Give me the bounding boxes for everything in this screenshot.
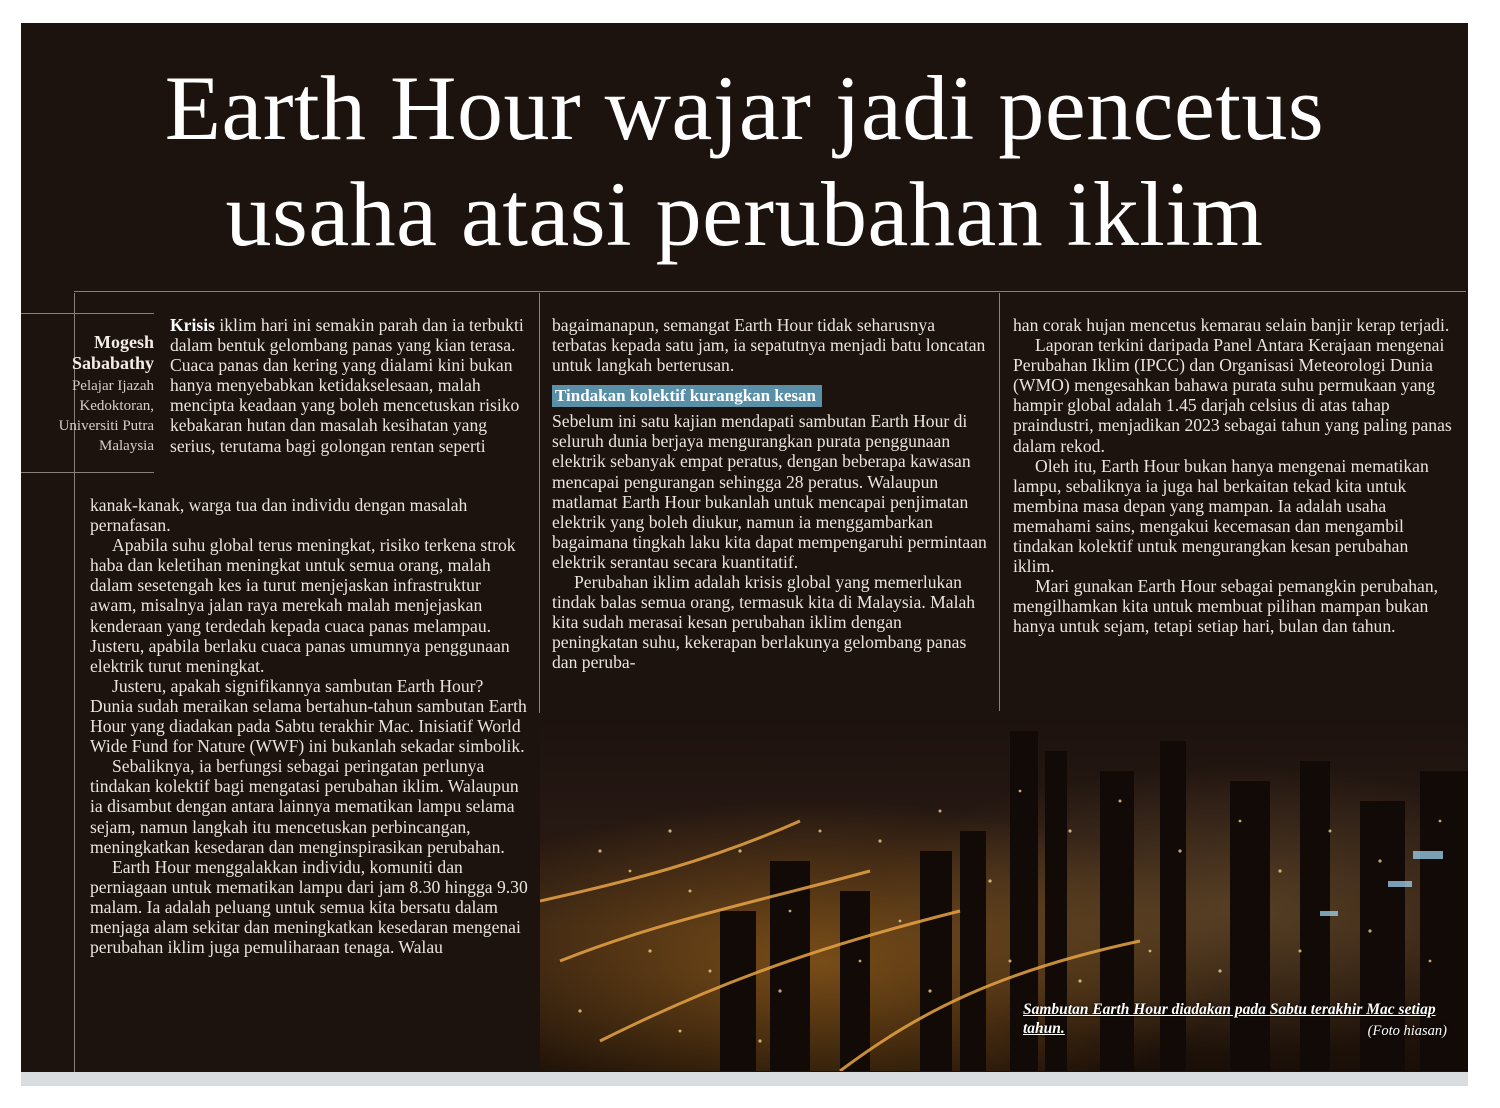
paragraph-2: Apabila suhu global terus meningkat, risiko terkena strok haba dan keletihan meningkat untuk semua orang, malah dalam sesetengah kes ia turut menjejaskan infrastruktur awam, misalnya jalan raya merekah malah menjejaskan kenderaan yang terdedah kepada cuaca panas melampau. Justeru, apabila berlaku cuaca panas umumnya penggunaan elektrik turut meningkat. (90, 535, 516, 676)
paragraph-12: Mari gunakan Earth Hour sebagai pemangkin perubahan, mengilhamkan kita untuk membuat pilihan mampan bukan hanya untuk sejam, tetapi setiap hari, bulan dan tahun. (1013, 576, 1439, 637)
photo-caption: Sambutan Earth Hour diadakan pada Sabtu terakhir Mac setiap tahun. (1023, 1001, 1436, 1037)
paragraph-1-text: iklim hari ini semakin parah dan ia terbukti dalam bentuk gelombang panas yang kian terasa. Cuaca panas dan kering yang dialami kini bukan hanya menyebabkan ketidakselesaan, malah mencipta keadaan yang boleh mencetuskan risiko kebakaran hutan dan masalah kesihatan yang serius, terutama bagi golongan rentan seperti (170, 315, 524, 456)
subheading: Tindakan kolektif kurangkan kesan (552, 385, 822, 407)
paragraph-10: Laporan terkini daripada Panel Antara Kerajaan mengenai Perubahan Iklim (IPCC) dan Organisasi Meteorologi Dunia (WMO) mengesahkan bahawa purata suhu permukaan yang hampir global adalah 1.45 darjah celsius di atas tahap praindustri, menjadikan 2023 sebagai tahun yang paling panas dalam rekod. (1013, 335, 1452, 456)
paragraph-9: han corak hujan mencetus kemarau selain banjir kerap terjadi. (1013, 315, 1450, 335)
column-1-top (170, 315, 530, 456)
headline-line-1: Earth Hour wajar jadi pencetus (164, 57, 1325, 159)
paragraph-1-tail: kanak-kanak, warga tua dan individu dengan masalah pernafasan. (90, 495, 468, 536)
author-role-line-2: Kedoktoran, (79, 398, 154, 414)
column-2 (552, 315, 992, 673)
newspaper-page (21, 23, 1468, 1085)
column-1-bottom (90, 495, 530, 957)
paragraph-4: Sebaliknya, ia berfungsi sebagai peringatan perlunya tindakan kolektif bagi mengatasi perubahan iklim. Walaupun ia disambut dengan antara lainnya mematikan lampu selama sejam, namun langkah itu mencetuskan perbincangan, meningkatkan kesedaran dan menginspirasikan perubahan. (90, 756, 519, 857)
photo-credit: (Foto hiasan) (1367, 1023, 1447, 1039)
column-3 (1013, 315, 1453, 637)
author-name-line-2: Sababathy (71, 353, 154, 373)
author-byline (21, 313, 154, 473)
paragraph-11: Oleh itu, Earth Hour bukan hanya mengenai mematikan lampu, sebaliknya ia juga hal berkaitan tekad kita untuk membina masa depan yang mampan. Ia adalah usaha memahami sains, mengakui kecemasan dan mengambil tindakan kolektif untuk mengurangkan kesan perubahan iklim. (1013, 455, 1429, 577)
headline-line-2: usaha atasi perubahan iklim (225, 163, 1264, 265)
author-role-line-1: Pelajar Ijazah (71, 378, 154, 394)
author-name-line-1: Mogesh (94, 332, 154, 352)
paragraph-6: bagaimanapun, semangat Earth Hour tidak seharusnya terbatas kepada satu jam, ia sepatutnya menjadi batu loncatan untuk langkah berterusan. (552, 315, 986, 376)
top-rule (74, 291, 1466, 292)
paragraph-7: Sebelum ini satu kajian mendapati sambutan Earth Hour di seluruh dunia berjaya mengurangkan purata penggunaan elektrik sebanyak empat peratus, dengan beberapa kawasan mencapai pengurangan sehingga 28 peratus. Walaupun matlamat Earth Hour bukanlah untuk mencapai penjimatan elektrik yang boleh diukur, namun ia menggambarkan bagaimana tingkah laku kita dapat mempengaruhi permintaan elektrik serantau secara kuantitatif. (552, 411, 987, 572)
author-name (21, 332, 154, 374)
paragraph-1-head (170, 315, 530, 456)
paragraph-5: Earth Hour menggalakkan individu, komuniti dan perniagaan untuk mematikan lampu dari jam 8.30 hingga 9.30 malam. Ia adalah peluang untuk semua kita bersatu dalam menjaga alam sekitar dan meningkatkan kesedaran mengenai perubahan iklim juga pemuliharaan tenaga. Walau (90, 856, 528, 958)
page-bottom-strip (21, 1072, 1468, 1086)
column-rule-3 (999, 293, 1000, 713)
column-rule-2 (539, 293, 540, 713)
lead-word: Krisis (170, 315, 215, 335)
author-role (21, 376, 154, 456)
paragraph-3: Justeru, apakah signifikannya sambutan Earth Hour? Dunia sudah meraikan selama bertahun-tahun sambutan Earth Hour yang diadakan pada Sabtu terakhir Mac. Inisiatif World Wide Fund for Nature (WWF) ini bukanlah sekadar simbolik. (90, 675, 527, 757)
author-role-line-4: Malaysia (99, 438, 154, 454)
author-role-line-3: Universiti Putra (58, 418, 154, 434)
headline (21, 55, 1468, 267)
paragraph-8: Perubahan iklim adalah krisis global yang memerlukan tindak balas semua orang, termasuk kita di Malaysia. Malah kita sudah merasai kesan perubahan iklim dengan peningkatan suhu, kekerapan berlakunya gelombang panas dan peruba- (552, 572, 976, 673)
